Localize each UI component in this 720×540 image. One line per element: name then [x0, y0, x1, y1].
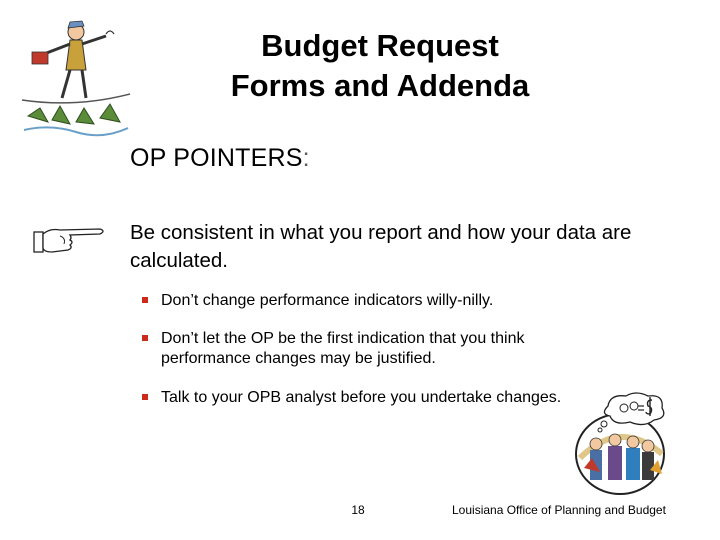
slide-title	[150, 26, 610, 106]
bullet-item	[140, 291, 580, 311]
bullet-square-icon	[142, 297, 148, 303]
main-point-text: Be consistent in what you report and how your data are calculated.	[130, 221, 632, 272]
bullet-item	[140, 329, 580, 369]
bullet-list	[140, 291, 580, 408]
title-line-2: Forms and Addenda	[230, 68, 530, 103]
bullet-text: Talk to your OPB analyst before you undertake changes.	[161, 389, 562, 406]
businessmen-money-clipart	[570, 388, 682, 496]
bullet-square-icon	[142, 335, 148, 341]
tightrope-walker-clipart	[20, 12, 132, 140]
bullet-text: Don’t let the OP be the first indication that you think performance changes may be justified.	[161, 330, 525, 367]
page-number: 18	[351, 503, 365, 517]
subheading-colon: :	[302, 144, 310, 172]
pointing-hand-icon	[30, 218, 108, 258]
bullet-text: Don’t change performance indicators willy-nilly.	[161, 292, 494, 309]
title-line-1: Budget Request	[261, 28, 499, 63]
subheading-text: OP POINTERS	[130, 144, 303, 172]
footer-organization: Louisiana Office of Planning and Budget	[452, 503, 666, 517]
bullet-item	[140, 388, 580, 408]
subheading	[130, 144, 310, 173]
bullet-square-icon	[142, 394, 148, 400]
